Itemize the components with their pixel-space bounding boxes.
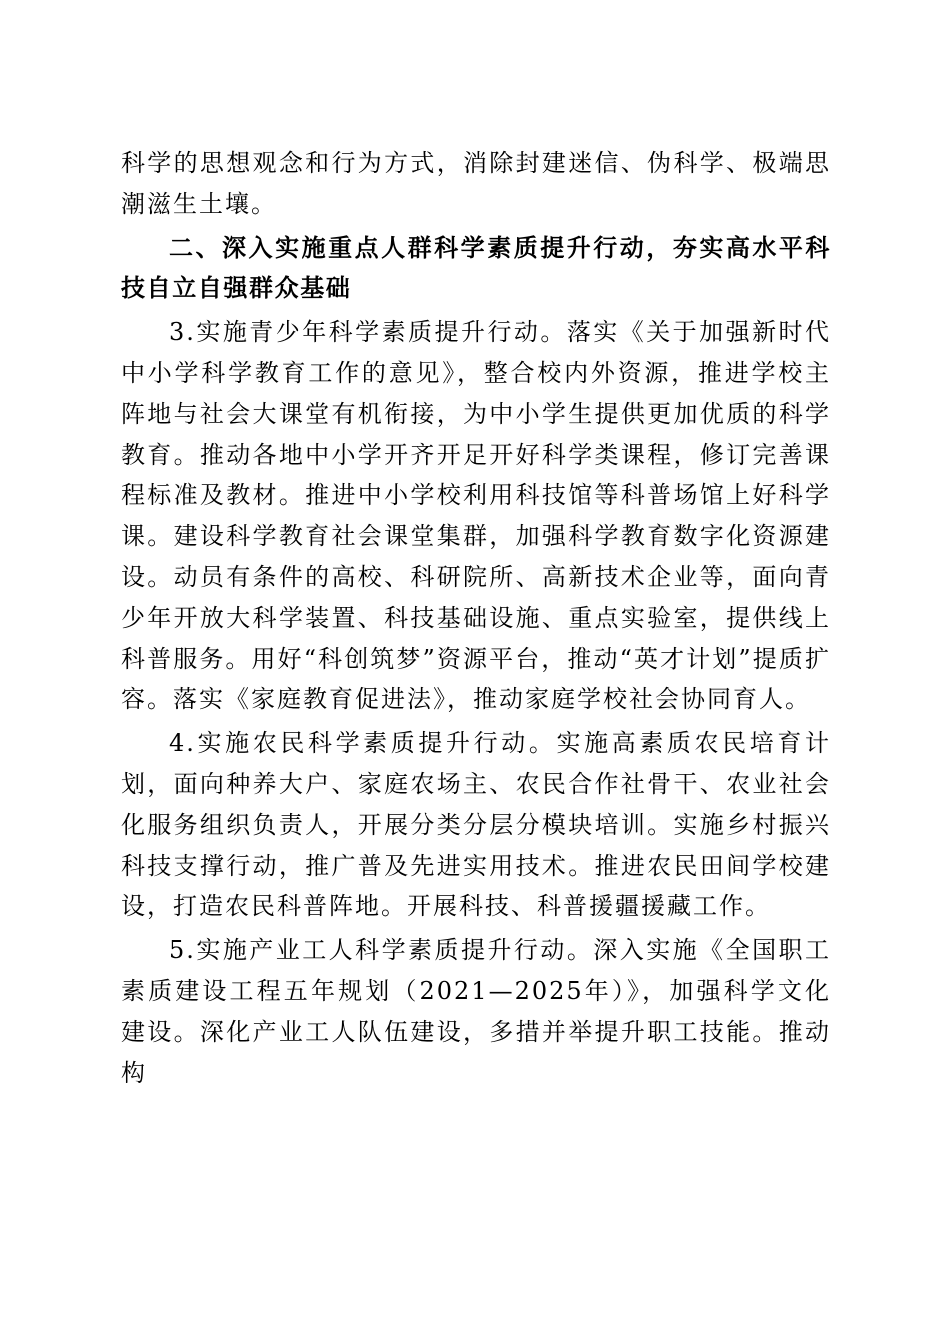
paragraph-item-5: 5.实施产业工人科学素质提升行动。深入实施《全国职工素质建设工程五年规划（2021—2025年）》，加强科学文化建设。深化产业工人队伍建设，多措并举提升职工技能。推动构 bbox=[121, 936, 831, 1087]
document-body bbox=[121, 143, 831, 1096]
paragraph-item-3: 3.实施青少年科学素质提升行动。落实《关于加强新时代中小学科学教育工作的意见》，整合校内外资源，推进学校主阵地与社会大课堂有机衔接，为中小学生提供更加优质的科学教育。推动各地中小学开齐开足开好科学类课程，修订完善课程标准及教材。推进中小学校利用科技馆等科普场馆上好科学课。建设科学教育社会课堂集群，加强科学教育数字化资源建设。动员有条件的高校、科研院所、高新技术企业等，面向青少年开放大科学装置、科技基础设施、重点实验室，提供线上科普服务。用好“科创筑梦”资源平台，推动“英才计划”提质扩容。落实《家庭教育促进法》，推动家庭学校社会协同育人。 bbox=[121, 318, 831, 714]
paragraph-continued: 科学的思想观念和行为方式，消除封建迷信、伪科学、极端思潮滋生土壤。 bbox=[121, 149, 831, 218]
paragraph-item-4: 4.实施农民科学素质提升行动。实施高素质农民培育计划，面向种养大户、家庭农场主、农民合作社骨干、农业社会化服务组织负责人，开展分类分层分模块培训。实施乡村振兴科技支撑行动，推广普及先进实用技术。推进农民田间学校建设，打造农民科普阵地。开展科技、科普援疆援藏工作。 bbox=[121, 729, 831, 921]
section-heading: 二、深入实施重点人群科学素质提升行动，夯实高水平科技自立自强群众基础 bbox=[121, 233, 831, 303]
